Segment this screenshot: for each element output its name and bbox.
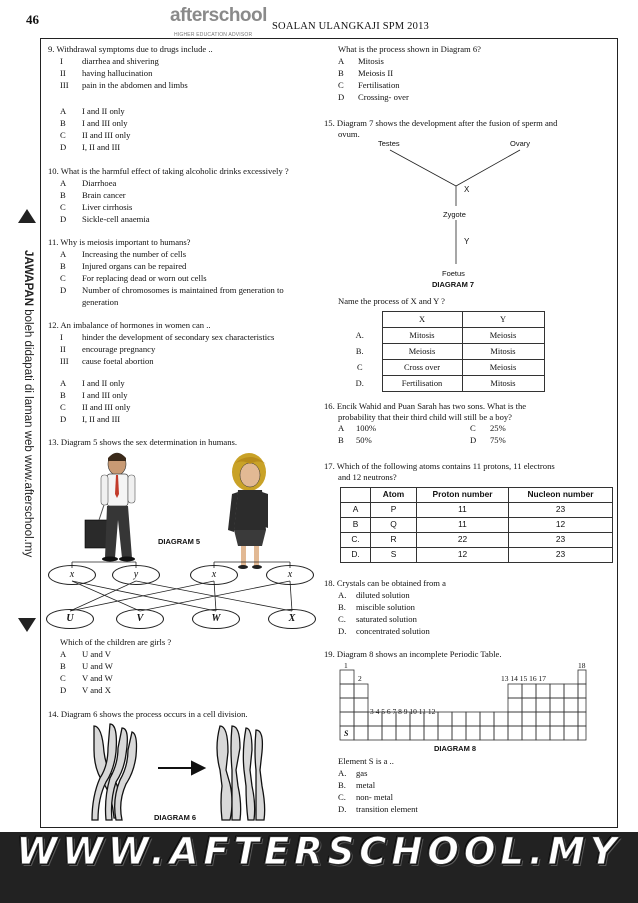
process-x-label: X	[464, 185, 470, 194]
table-row	[341, 503, 613, 518]
item-text: hinder the development of secondary sex characteristics	[82, 332, 275, 342]
question-text: What is the process shown in Diagram 6?	[338, 44, 481, 54]
table-cell: A	[341, 503, 371, 518]
table-cell: D.	[355, 378, 364, 388]
group-1-label: 1	[344, 661, 348, 670]
option-text: Number of chromosomes is maintained from generation to	[82, 285, 284, 295]
diagram-8	[338, 660, 588, 754]
logo-text: afterschool	[170, 5, 267, 26]
option-label: D	[338, 92, 345, 102]
option-label: A	[60, 649, 67, 659]
option-label: C	[470, 423, 476, 433]
table-row	[341, 548, 613, 563]
table-header	[338, 312, 544, 328]
table-cell: Mitosis	[382, 328, 462, 344]
table-cell: 12	[509, 518, 613, 533]
item-text: diarrhea and shivering	[82, 56, 159, 66]
table-cell: Q	[371, 518, 417, 533]
option-text: metal	[356, 780, 376, 790]
table-cell: C.	[341, 533, 371, 548]
option-label: A	[60, 249, 67, 259]
table-cell: 22	[417, 533, 509, 548]
question-stem: 18. Crystals can be obtained from a	[324, 578, 446, 588]
groups-13-17-label: 13 14 15 16 17	[501, 674, 546, 683]
table-cell: A.	[355, 330, 364, 340]
table-cell: 23	[509, 548, 613, 563]
question-17-table	[340, 487, 613, 563]
footer-url[interactable]: WWW.AFTERSCHOOL.MY	[16, 830, 622, 873]
item-label: II	[60, 344, 66, 354]
periodic-table-cells	[340, 670, 586, 740]
item-label: III	[60, 80, 69, 90]
option-text: I and III only	[82, 390, 128, 400]
option-text: II and III only	[82, 402, 131, 412]
man-figure	[85, 453, 135, 562]
table-cell: D.	[341, 548, 371, 563]
question-19-stem: 19. Diagram 8 shows an incomplete Periodic Table.	[324, 649, 502, 659]
option-label: A	[338, 423, 345, 433]
table-cell: 23	[509, 533, 613, 548]
foetus-label: Foetus	[442, 269, 465, 278]
option-label: A.	[338, 768, 347, 778]
option-label: C.	[338, 792, 346, 802]
table-cell: S	[371, 548, 417, 563]
diagram-7	[360, 138, 540, 290]
option-label: C	[338, 80, 344, 90]
child-v: V	[116, 609, 164, 629]
option-text: 25%	[490, 423, 506, 433]
option-text: Sickle-cell anaemia	[82, 214, 150, 224]
table-cell: 12	[417, 548, 509, 563]
option-label: D	[60, 285, 67, 295]
option-text: I and III only	[82, 118, 128, 128]
logo-subtitle: HIGHER EDUCATION ADVISOR	[174, 32, 253, 38]
separate-chromosomes	[217, 726, 265, 820]
diagram-7-label: DIAGRAM 7	[432, 280, 475, 289]
side-banner-text: JAWAPAN boleh didapati di laman web www.afterschool.my	[22, 250, 34, 558]
table-cell: Cross over	[382, 360, 462, 376]
table-row	[341, 533, 613, 548]
option-text: Mitosis	[358, 56, 384, 66]
table-cell: X	[382, 312, 462, 328]
ovary-label: Ovary	[510, 139, 531, 148]
gamete-4: x	[266, 565, 314, 585]
arrow-down-icon	[18, 618, 36, 632]
option-text: I and II only	[82, 106, 125, 116]
question-14-stem: 14. Diagram 6 shows the process occurs in a cell division.	[48, 709, 248, 719]
question-stem: 12. An imbalance of hormones in women can ..	[48, 320, 211, 330]
side-banner	[10, 205, 40, 640]
option-text: gas	[356, 768, 368, 778]
item-label: I	[60, 56, 63, 66]
question-stem: 11. Why is meiosis important to humans?	[48, 237, 191, 247]
option-label: B	[60, 261, 66, 271]
option-text: Fertilisation	[358, 80, 400, 90]
option-text: Increasing the number of cells	[82, 249, 187, 259]
table-cell: Y	[462, 312, 544, 328]
option-text: Diarrhoea	[82, 178, 117, 188]
table-cell: R	[371, 533, 417, 548]
table-cell: Fertilisation	[382, 376, 462, 392]
woman-figure	[228, 453, 268, 569]
question-text: Which of the children are girls ?	[60, 637, 172, 647]
option-label: B	[60, 190, 66, 200]
option-text: saturated solution	[356, 614, 417, 624]
table-cell: Meiosis	[462, 328, 544, 344]
arrow-up-icon	[18, 209, 36, 223]
option-text: II and III only	[82, 130, 131, 140]
option-label: D.	[338, 626, 347, 636]
question-15-question: Name the process of X and Y ?	[338, 296, 445, 306]
option-text: I, II and III	[82, 414, 121, 424]
diagram-5-label: DIAGRAM 5	[158, 537, 201, 546]
diagram-8-label: DIAGRAM 8	[434, 744, 477, 753]
option-label: B	[60, 118, 66, 128]
option-text-continued: generation	[82, 297, 119, 307]
option-label: D	[60, 414, 67, 424]
option-label: C	[60, 130, 66, 140]
table-row	[338, 360, 544, 376]
item-text: pain in the abdomen and limbs	[82, 80, 188, 90]
option-text: 75%	[490, 435, 506, 445]
question-15-table	[338, 311, 545, 392]
table-cell: Atom	[371, 488, 417, 503]
option-label: A.	[338, 590, 347, 600]
child-u: U	[46, 609, 94, 629]
table-row	[338, 376, 544, 392]
table-cell: Meiosis	[382, 344, 462, 360]
table-cell: B	[341, 518, 371, 533]
table-cell: B.	[355, 346, 364, 356]
table-cell	[341, 488, 371, 503]
option-label: A	[60, 178, 67, 188]
option-label: B	[60, 661, 66, 671]
periodic-table-grid	[338, 660, 588, 754]
table-cell: Nucleon number	[509, 488, 613, 503]
option-label: C.	[338, 614, 346, 624]
table-row	[338, 344, 544, 360]
question-stem: 10. What is the harmful effect of taking alcoholic drinks excessively ?	[48, 166, 289, 176]
option-text: miscible solution	[356, 602, 415, 612]
table-cell: 11	[417, 503, 509, 518]
option-text: V and X	[82, 685, 111, 695]
table-cell: Mitosis	[462, 376, 544, 392]
option-label: C	[60, 673, 66, 683]
option-label: D	[60, 214, 67, 224]
option-text: U and W	[82, 661, 113, 671]
option-text: Meiosis II	[358, 68, 394, 78]
table-cell: C	[356, 362, 363, 372]
item-text: encourage pregnancy	[82, 344, 156, 354]
gamete-2: y	[112, 565, 160, 585]
table-cell: Proton number	[417, 488, 509, 503]
table-cell: Meiosis	[462, 360, 544, 376]
page-title: SOALAN ULANGKAJI SPM 2013	[272, 21, 429, 32]
groups-3-12-label: 3 4 5 6 7 8 9 10 11 12	[370, 707, 436, 716]
option-text: U and V	[82, 649, 111, 659]
afterschool-logo	[170, 5, 267, 38]
option-text: transition element	[356, 804, 418, 814]
table-cell: Mitosis	[462, 344, 544, 360]
question-stem-cont: ovum.	[338, 129, 360, 139]
question-stem-cont: probability that their third child will still be a boy?	[338, 412, 512, 422]
arrow-right-icon	[158, 762, 204, 774]
option-label: C	[60, 273, 66, 283]
zygote-label: Zygote	[443, 210, 466, 219]
option-text: 100%	[356, 423, 377, 433]
group-18-label: 18	[578, 661, 586, 670]
item-text: having hallucination	[82, 68, 153, 78]
option-label: D	[470, 435, 477, 445]
testes-label: Testes	[378, 139, 400, 148]
table-cell	[338, 312, 382, 328]
question-stem: 17. Which of the following atoms contains 11 protons, 11 electrons	[324, 461, 555, 471]
item-label: II	[60, 68, 66, 78]
option-text: Brain cancer	[82, 190, 126, 200]
option-text: I and II only	[82, 378, 125, 388]
question-stem: 15. Diagram 7 shows the development after the fusion of sperm and	[324, 118, 558, 128]
table-header	[341, 488, 613, 503]
option-label: B.	[338, 602, 346, 612]
question-stem: 16. Encik Wahid and Puan Sarah has two sons. What is the	[324, 401, 527, 411]
option-text: I, II and III	[82, 142, 121, 152]
group-2-label: 2	[358, 674, 362, 683]
option-label: D.	[338, 804, 347, 814]
element-s-label: S	[344, 729, 349, 738]
option-label: A	[60, 106, 67, 116]
atom-table	[340, 487, 613, 563]
option-label: D	[60, 685, 67, 695]
option-text: diluted solution	[356, 590, 410, 600]
option-label: B	[60, 390, 66, 400]
option-label: C	[60, 402, 66, 412]
question-13-stem: 13. Diagram 5 shows the sex determination in humans.	[48, 437, 238, 447]
table-cell: 11	[417, 518, 509, 533]
question-stem: 9. Withdrawal symptoms due to drugs include ..	[48, 44, 213, 54]
question-stem-cont: and 12 neutrons?	[338, 472, 397, 482]
option-text: concentrated solution	[356, 626, 430, 636]
diagram-6	[80, 722, 280, 826]
table-row	[338, 328, 544, 344]
option-text: non- metal	[356, 792, 393, 802]
option-label: D	[60, 142, 67, 152]
item-label: III	[60, 356, 69, 366]
table-cell: 23	[509, 503, 613, 518]
option-text: Liver cirrhosis	[82, 202, 133, 212]
item-label: I	[60, 332, 63, 342]
option-text: Injured organs can be repaired	[82, 261, 187, 271]
diagram-6-label: DIAGRAM 6	[154, 813, 197, 822]
crossing-chromosomes	[92, 724, 137, 820]
option-label: B	[338, 68, 344, 78]
child-x: X	[268, 609, 316, 629]
gamete-3: x	[190, 565, 238, 585]
diagram-5	[44, 450, 318, 632]
option-label: B.	[338, 780, 346, 790]
table-cell: P	[371, 503, 417, 518]
option-label: A	[338, 56, 345, 66]
process-y-label: Y	[464, 237, 470, 246]
question-text: Element S is a ..	[338, 756, 394, 766]
option-text: 50%	[356, 435, 372, 445]
option-text: For replacing dead or worn out cells	[82, 273, 207, 283]
table-row	[341, 518, 613, 533]
gamete-1: x	[48, 565, 96, 585]
option-label: A	[60, 378, 67, 388]
diagram-7-lines	[390, 150, 520, 264]
option-label: B	[338, 435, 344, 445]
page-number: 46	[26, 12, 39, 27]
cross-lines	[70, 562, 292, 611]
option-label: C	[60, 202, 66, 212]
option-text: Crossing- over	[358, 92, 409, 102]
option-text: V and W	[82, 673, 113, 683]
chromosome-diagram	[80, 722, 280, 826]
item-text: cause foetal abortion	[82, 356, 154, 366]
footer-banner	[0, 832, 638, 903]
child-w: W	[192, 609, 240, 629]
process-table	[338, 311, 545, 392]
